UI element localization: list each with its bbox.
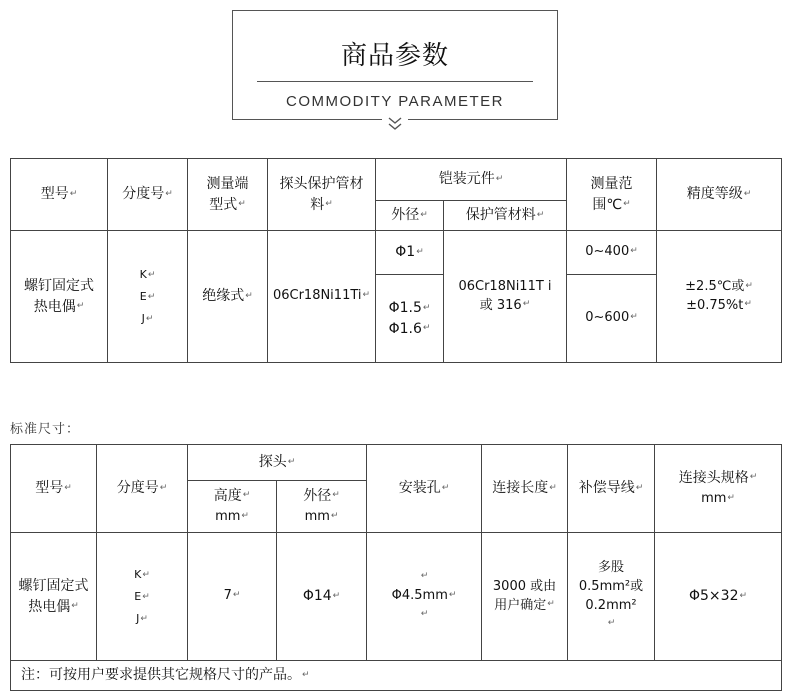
header-terminal-type: 测量端型式↵: [188, 159, 268, 231]
header-outer-diameter: 外径↵: [376, 201, 444, 231]
header-subtitle: COMMODITY PARAMETER: [286, 93, 504, 110]
header-graduation: 分度号↵: [108, 159, 188, 231]
header-bottom-left-border: [232, 119, 382, 120]
outer-diameter-cell-1: Φ1↵: [376, 231, 444, 275]
header-title: 商品参数: [340, 41, 449, 71]
t2-header-outer-diameter: 外径↵ mm↵: [277, 481, 367, 533]
header-bottom-right-border: [408, 119, 558, 120]
accuracy-cell: ±2.5℃或↵ ±0.75%t↵: [657, 231, 782, 363]
double-chevron-down-icon: [387, 117, 403, 131]
t2-header-mounting-hole: 安装孔↵: [367, 445, 482, 533]
outer-diameter-cell-2: Φ1.5↵ Φ1.6↵: [376, 275, 444, 363]
tube-material-cell: 06Cr18Ni11T i 或 316↵: [444, 231, 567, 363]
probe-material-cell: 06Cr18Ni11Ti↵: [268, 231, 376, 363]
graduation-cell: K↵ E↵ J↵: [108, 231, 188, 363]
terminal-type-cell: 绝缘式↵: [188, 231, 268, 363]
t2-header-graduation: 分度号↵: [97, 445, 188, 533]
t2-height-cell: 7↵: [188, 533, 277, 661]
t2-header-connector-spec: 连接头规格↵ mm↵: [655, 445, 782, 533]
standard-size-label: 标准尺寸：: [10, 422, 81, 437]
range-cell-2: 0~600↵: [567, 275, 657, 363]
commodity-parameter-header: [232, 10, 558, 120]
t2-connector-spec-cell: Φ5×32↵: [655, 533, 782, 661]
header-range: 测量范围℃↵: [567, 159, 657, 231]
t2-mounting-hole-cell: ↵ Φ4.5mm↵ ↵: [367, 533, 482, 661]
header-divider: [257, 81, 533, 82]
t2-graduation-cell: K↵ E↵ J↵: [97, 533, 188, 661]
t2-header-model: 型号↵: [11, 445, 97, 533]
range-cell-1: 0~400↵: [567, 231, 657, 275]
header-armored-element: 铠装元件↵: [376, 159, 567, 201]
t2-model-cell: 螺钉固定式热电偶↵: [11, 533, 97, 661]
model-cell: 螺钉固定式热电偶↵: [11, 231, 108, 363]
t2-header-height: 高度↵ mm↵: [188, 481, 277, 533]
t2-header-comp-wire: 补偿导线↵: [568, 445, 655, 533]
header-probe-material: 探头保护管材料↵: [268, 159, 376, 231]
table-note: 注：可按用户要求提供其它规格尺寸的产品。↵: [11, 661, 782, 691]
product-parameter-table: [10, 158, 782, 363]
t2-connect-length-cell: 3000 或由 用户确定↵: [482, 533, 568, 661]
standard-size-table: [10, 444, 782, 691]
t2-outer-diameter-cell: Φ14↵: [277, 533, 367, 661]
t2-header-probe: 探头↵: [188, 445, 367, 481]
header-model: 型号↵: [11, 159, 108, 231]
t2-comp-wire-cell: 多股 0.5mm²或 0.2mm² ↵: [568, 533, 655, 661]
header-accuracy: 精度等级↵: [657, 159, 782, 231]
header-tube-material: 保护管材料↵: [444, 201, 567, 231]
t2-header-connect-length: 连接长度↵: [482, 445, 568, 533]
